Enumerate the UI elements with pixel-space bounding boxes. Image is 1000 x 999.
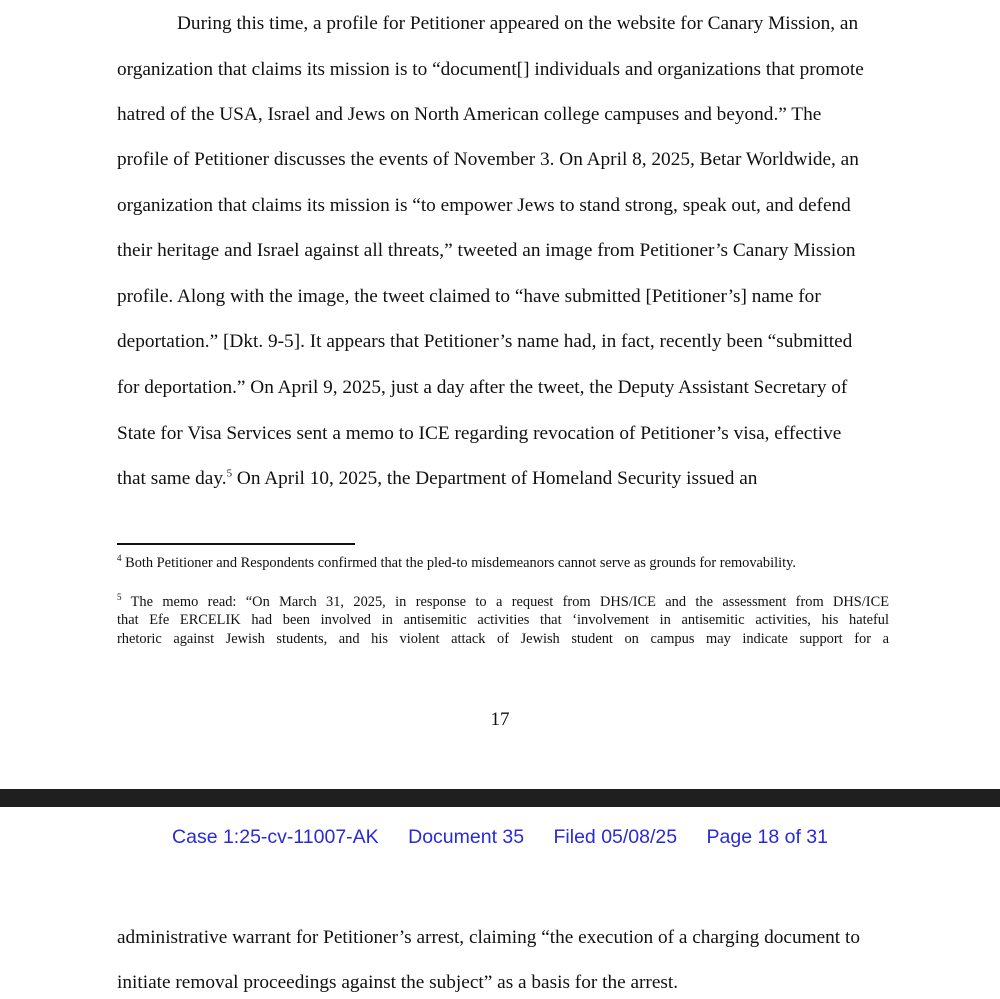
footnote-text: The memo read: “On March 31, 2025, in response to a request from DHS/ICE and the assessment from DHS/ICE [121, 594, 889, 610]
ecf-document-number: Document 35 [408, 826, 525, 848]
body-line: hatred of the USA, Israel and Jews on North American college campuses and beyond.” The [117, 104, 822, 125]
ecf-page-count: Page 18 of 31 [706, 826, 828, 848]
body-line: initiate removal proceedings against the subject” as a basis for the arrest. [117, 972, 679, 993]
body-line: for deportation.” On April 9, 2025, just a day after the tweet, the Deputy Assistant Secretary of [117, 377, 848, 398]
body-line-with-footnote-ref [117, 467, 757, 491]
footnote-line: rhetoric against Jewish students, and his violent attack of Jewish student on campus may indicate support for a [117, 631, 889, 647]
body-line: During this time, a profile for Petitioner appeared on the website for Canary Mission, an [177, 13, 859, 34]
body-line: administrative warrant for Petitioner’s arrest, claiming “the execution of a charging document to [117, 927, 860, 948]
body-line: State for Visa Services sent a memo to ICE regarding revocation of Petitioner’s visa, effective [117, 423, 842, 444]
ecf-case-number: Case 1:25-cv-11007-AK [172, 826, 379, 848]
page-number: 17 [490, 709, 510, 730]
body-line: profile of Petitioner discusses the events of November 3. On April 8, 2025, Betar Worldwide, an [117, 149, 859, 170]
ecf-filed-date: Filed 05/08/25 [553, 826, 678, 848]
footnote-reference[interactable]: 5 [226, 467, 233, 480]
body-line: profile. Along with the image, the tweet claimed to “have submitted [Petitioner’s] name for [117, 286, 821, 307]
footnote-4 [117, 555, 889, 572]
body-text: On April 10, 2025, the Department of Homeland Security issued an [232, 468, 758, 489]
footnote-marker: 5 [117, 592, 122, 603]
footnote-line: that Efe ERCELIK had been involved in antisemitic activities that ‘involvement in antisemitic activities, his hateful [117, 612, 889, 628]
footnote-separator [117, 543, 355, 545]
body-line: organization that claims its mission is “to empower Jews to stand strong, speak out, and defend [117, 195, 851, 216]
body-text: that same day. [117, 468, 227, 489]
body-line: deportation.” [Dkt. 9-5]. It appears that Petitioner’s name had, in fact, recently been “submitted [117, 331, 853, 352]
footnote-text: Both Petitioner and Respondents confirmed that the pled-to misdemeanors cannot serve as grounds for removability. [121, 555, 796, 571]
body-line: organization that claims its mission is to “document[] individuals and organizations that promote [117, 59, 864, 80]
footnote-marker: 4 [117, 553, 122, 564]
body-line: their heritage and Israel against all threats,” tweeted an image from Petitioner’s Canary Mission [117, 240, 856, 261]
ecf-header [0, 824, 1000, 850]
page-divider [0, 789, 1000, 807]
footnote-line [117, 594, 889, 611]
